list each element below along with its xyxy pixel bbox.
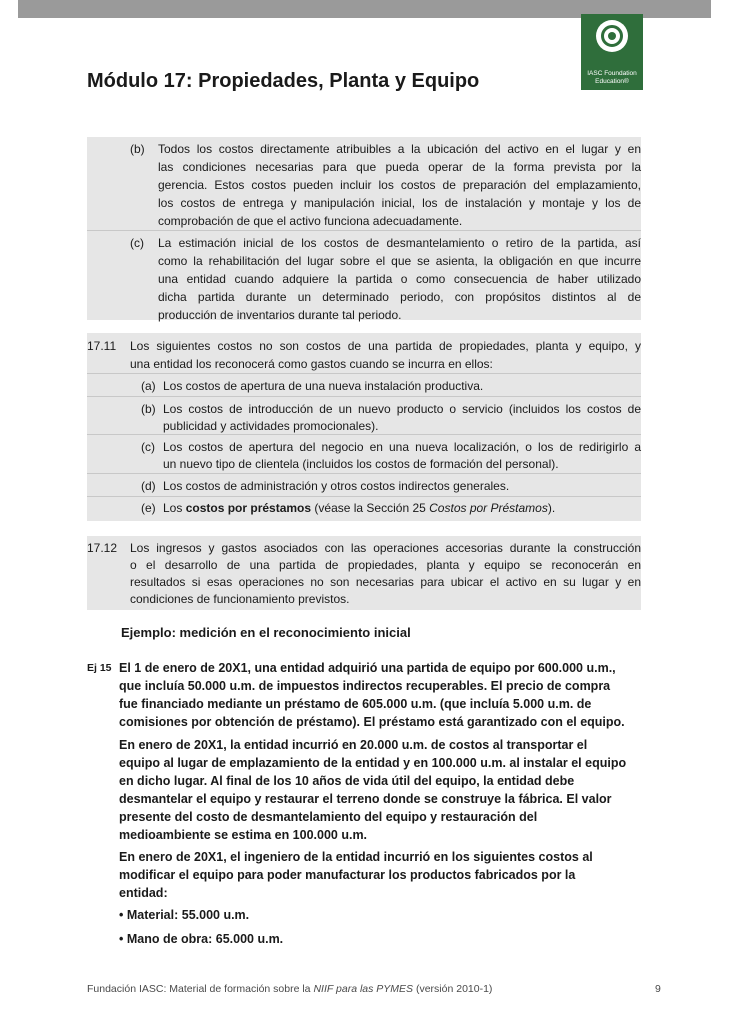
section-reference: Costos por Préstamos bbox=[429, 501, 548, 515]
item-c-line: producción de inventarios durante tal periodo. bbox=[158, 308, 402, 322]
example-line: En enero de 20X1, la entidad incurrió en 20.000 u.m. de costos al transportar el bbox=[119, 738, 588, 752]
item-e-marker: (e) bbox=[141, 501, 156, 515]
example-line: modificar el equipo para poder manufacturar los productos fabricados por la bbox=[119, 868, 576, 882]
item-b-line: gerencia. Estos costos pueden incluir los costos de preparación del emplazamiento, bbox=[158, 178, 641, 192]
divider bbox=[87, 230, 641, 231]
item-b-marker: (b) bbox=[141, 402, 156, 416]
page-number: 9 bbox=[655, 983, 661, 995]
item-d-marker: (d) bbox=[141, 479, 156, 493]
divider bbox=[87, 473, 641, 474]
item-b-marker: (b) bbox=[130, 142, 145, 156]
item-b-line: los costos de entrega y manipulación inicial, los de instalación y montaje y los de bbox=[158, 196, 641, 210]
item-b-line: Los costos de introducción de un nuevo producto o servicio (incluidos los costos de bbox=[163, 402, 641, 416]
iasc-emblem-icon bbox=[596, 20, 628, 52]
example-line: presente del costo de desmantelamiento del equipo y restauración del bbox=[119, 810, 538, 824]
example-line: equipo al lugar de emplazamiento de la entidad y en 100.000 u.m. al instalar el equipo bbox=[119, 756, 627, 770]
defined-term: costos por préstamos bbox=[185, 501, 312, 515]
section-line: Los ingresos y gastos asociados con las operaciones accesorias durante la construcción bbox=[130, 541, 641, 555]
footer-text: Fundación IASC: Material de formación sobre la NIIF para las PYMES (versión 2010-1) bbox=[87, 983, 493, 995]
example-line: fue financiado mediante un préstamo de 605.000 u.m. (que incluía 5.000 u.m. de bbox=[119, 697, 592, 711]
example-line: desmantelar el equipo y restaurar el terreno donde se construye la fábrica. El valor bbox=[119, 792, 612, 806]
example-line: En enero de 20X1, el ingeniero de la entidad incurrió en los siguientes costos al bbox=[119, 850, 593, 864]
item-c-line: como la rehabilitación del lugar sobre el que se asienta, la obligación en que incurre bbox=[158, 254, 641, 268]
item-b-line: publicidad y actividades promocionales). bbox=[163, 419, 379, 433]
section-number: 17.12 bbox=[87, 541, 118, 555]
item-d-line: Los costos de administración y otros costos indirectos generales. bbox=[163, 479, 510, 493]
item-c-line: Los costos de apertura del negocio en una nueva localización, o los de redirigirlo a bbox=[163, 440, 641, 454]
item-b-line: las condiciones necesarias para que pueda operar de la forma prevista por la bbox=[158, 160, 641, 174]
logo-text: IASC Foundation Education® bbox=[587, 70, 637, 85]
bullet-item: • Material: 55.000 u.m. bbox=[119, 908, 250, 922]
example-line: entidad: bbox=[119, 886, 168, 900]
item-c-line: dicha partida durante un determinado periodo, con propósitos distintos al de bbox=[158, 290, 641, 304]
item-e-line: Los costos por préstamos (véase la Sección 25 Costos por Préstamos). bbox=[163, 501, 556, 515]
item-c-marker: (c) bbox=[130, 236, 144, 250]
iasc-logo bbox=[581, 14, 643, 90]
page-title: Módulo 17: Propiedades, Planta y Equipo bbox=[87, 70, 480, 92]
example-line: comisiones por obtención de préstamo). El préstamo está garantizado con el equipo. bbox=[119, 715, 625, 729]
section-line: Los siguientes costos no son costos de una partida de propiedades, planta y equipo, y bbox=[130, 339, 641, 353]
item-c-line: una entidad cuando adquiere la partida o como consecuencia de haber utilizado bbox=[158, 272, 641, 286]
example-heading: Ejemplo: medición en el reconocimiento inicial bbox=[121, 625, 411, 640]
item-c-line: un nuevo tipo de clientela (incluidos los costos de formación del personal). bbox=[163, 457, 559, 471]
example-line: en dicho lugar. Al final de los 10 años de vida útil del equipo, la entidad debe bbox=[119, 774, 575, 788]
example-line: que incluía 50.000 u.m. de impuestos indirectos recuperables. El precio de compra bbox=[119, 679, 611, 693]
divider bbox=[87, 396, 641, 397]
section-line: resultados si esas operaciones no son necesarias para ubicar el activo en su lugar y en bbox=[130, 575, 641, 589]
section-line: una entidad los reconocerá como gastos cuando se incurra en ellos: bbox=[130, 357, 493, 371]
example-label: Ej 15 bbox=[87, 662, 112, 674]
divider bbox=[87, 373, 641, 374]
divider bbox=[87, 496, 641, 497]
example-line: El 1 de enero de 20X1, una entidad adquirió una partida de equipo por 600.000 u.m., bbox=[119, 661, 616, 675]
bullet-item: • Mano de obra: 65.000 u.m. bbox=[119, 932, 284, 946]
item-b-line: comprobación de que el activo funciona adecuadamente. bbox=[158, 214, 463, 228]
example-line: medioambiente se estima en 100.000 u.m. bbox=[119, 828, 368, 842]
section-line: condiciones de funcionamiento previstos. bbox=[130, 592, 350, 606]
item-c-marker: (c) bbox=[141, 440, 155, 454]
item-c-line: La estimación inicial de los costos de desmantelamiento o retiro de la partida, así bbox=[158, 236, 641, 250]
item-a-line: Los costos de apertura de una nueva instalación productiva. bbox=[163, 379, 484, 393]
item-b-line: Todos los costos directamente atribuibles a la ubicación del activo en el lugar y en bbox=[158, 142, 641, 156]
item-a-marker: (a) bbox=[141, 379, 156, 393]
section-number: 17.11 bbox=[87, 339, 117, 353]
section-line: o el desarrollo de una partida de propiedades, planta y equipo se reconocerán en bbox=[130, 558, 641, 572]
